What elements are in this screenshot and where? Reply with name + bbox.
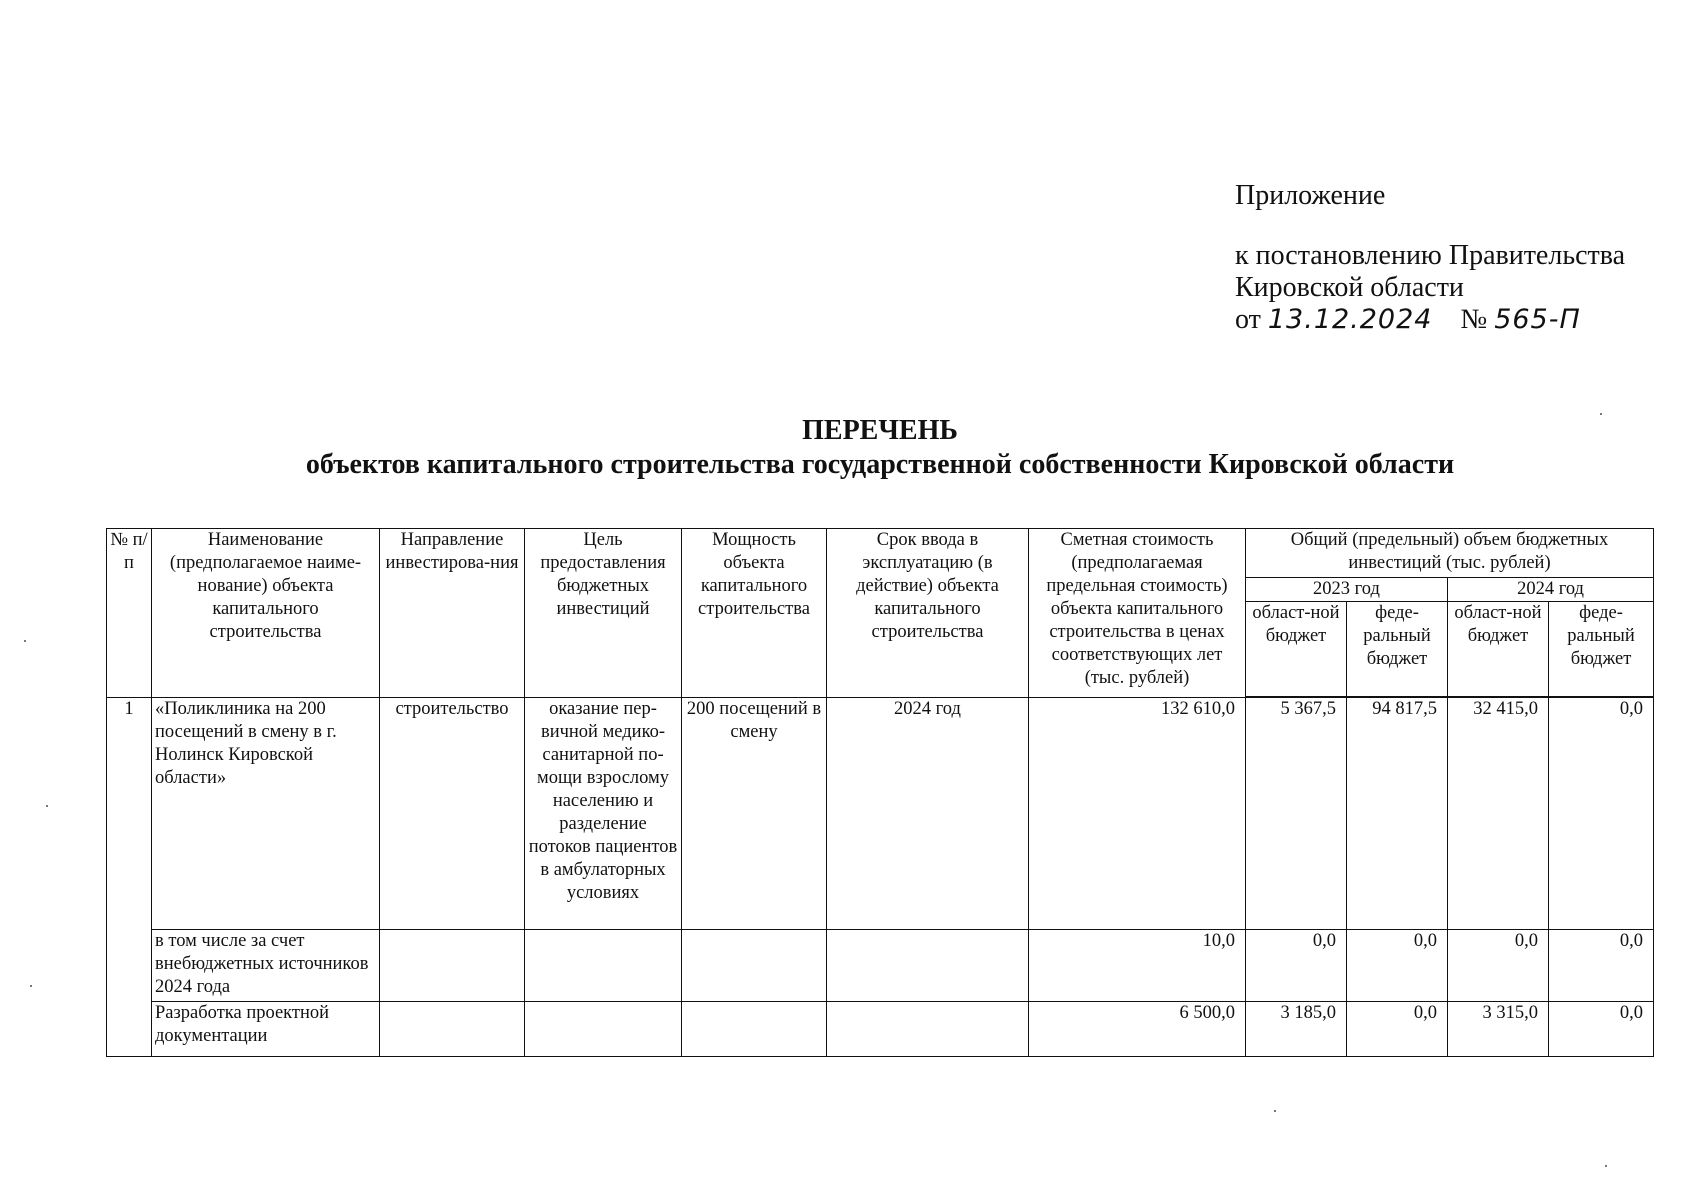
scan-speck xyxy=(1600,413,1602,415)
empty-cell xyxy=(827,930,1029,1002)
appendix-block xyxy=(1235,180,1625,336)
table-row xyxy=(107,1002,1654,1057)
header-name: Наименование (предполагаемое наиме-нование) объекта капитального строительства xyxy=(152,529,380,698)
number-prefix: № xyxy=(1460,304,1488,335)
appendix-title: Приложение xyxy=(1235,180,1386,211)
federal-2023: 0,0 xyxy=(1347,930,1448,1002)
investment-direction: строительство xyxy=(380,698,525,930)
header-row-1 xyxy=(107,529,1654,578)
estimated-cost: 132 610,0 xyxy=(1029,698,1246,930)
regional-2024: 32 415,0 xyxy=(1448,698,1549,930)
investment-purpose: оказание пер-вичной медико-санитарной по-мощи взрослому населению и разделение потоков пациентов в амбулаторных условиях xyxy=(525,698,682,930)
federal-2023: 0,0 xyxy=(1347,1002,1448,1057)
empty-cell xyxy=(525,930,682,1002)
header-year-2024: 2024 год xyxy=(1448,578,1654,602)
regional-2024: 0,0 xyxy=(1448,930,1549,1002)
empty-cell xyxy=(525,1002,682,1057)
commissioning-term: 2024 год xyxy=(827,698,1029,930)
header-regional-2023: област-ной бюджет xyxy=(1246,602,1347,697)
header-term: Срок ввода в эксплуатацию (в действие) объекта капитального строительства xyxy=(827,529,1029,698)
scan-speck xyxy=(46,805,48,807)
empty-cell xyxy=(682,1002,827,1057)
header-federal-2024: феде-ральный бюджет xyxy=(1549,602,1654,697)
federal-2024: 0,0 xyxy=(1549,1002,1654,1057)
resolution-number: 565-П xyxy=(1494,304,1581,335)
object-name: «Поликлиника на 200 посещений в смену в г. Нолинск Кировской области» xyxy=(152,698,380,930)
row-number: 1 xyxy=(107,698,152,1057)
regional-2023: 5 367,5 xyxy=(1246,698,1347,930)
empty-cell xyxy=(682,930,827,1002)
header-cost: Сметная стоимость (предполагаемая предельная стоимость) объекта капитального строительства в ценах соответствующих лет (тыс. рублей) xyxy=(1029,529,1246,698)
object-capacity: 200 посещений в смену xyxy=(682,698,827,930)
empty-cell xyxy=(827,1002,1029,1057)
header-num: № п/п xyxy=(107,529,152,698)
header-capacity: Мощность объекта капитального строительства xyxy=(682,529,827,698)
empty-cell xyxy=(380,930,525,1002)
header-year-2023: 2023 год xyxy=(1246,578,1448,602)
scan-speck xyxy=(24,640,26,642)
table-row xyxy=(107,698,1654,930)
scan-speck xyxy=(1605,1165,1607,1167)
table-row xyxy=(107,930,1654,1002)
regional-2023: 0,0 xyxy=(1246,930,1347,1002)
appendix-date-line xyxy=(1235,304,1625,336)
object-name: в том числе за счет внебюджетных источников 2024 года xyxy=(152,930,380,1002)
empty-cell xyxy=(380,1002,525,1057)
appendix-line-2: Кировской области xyxy=(1235,272,1464,303)
estimated-cost: 10,0 xyxy=(1029,930,1246,1002)
header-federal-2023: феде-ральный бюджет xyxy=(1347,602,1448,697)
header-total: Общий (предельный) объем бюджетных инвестиций (тыс. рублей) xyxy=(1246,529,1654,578)
investment-table xyxy=(106,528,1654,1057)
regional-2023: 3 185,0 xyxy=(1246,1002,1347,1057)
federal-2024: 0,0 xyxy=(1549,698,1654,930)
scan-speck xyxy=(30,985,32,987)
estimated-cost: 6 500,0 xyxy=(1029,1002,1246,1057)
header-purpose: Цель предоставления бюджетных инвестиций xyxy=(525,529,682,698)
header-direction: Направление инвестирова-ния xyxy=(380,529,525,698)
appendix-line-1: к постановлению Правительства xyxy=(1235,240,1626,271)
federal-2024: 0,0 xyxy=(1549,930,1654,1002)
header-regional-2024: област-ной бюджет xyxy=(1448,602,1549,697)
object-name: Разработка проектной документации xyxy=(152,1002,380,1057)
scan-speck xyxy=(1274,1110,1276,1112)
date-prefix: от xyxy=(1235,304,1261,335)
regional-2024: 3 315,0 xyxy=(1448,1002,1549,1057)
document-title: ПЕРЕЧЕНЬ xyxy=(802,415,958,446)
resolution-date: 13.12.2024 xyxy=(1267,304,1433,335)
federal-2023: 94 817,5 xyxy=(1347,698,1448,930)
document-subtitle: объектов капитального строительства государственной собственности Кировской области xyxy=(305,449,1455,480)
